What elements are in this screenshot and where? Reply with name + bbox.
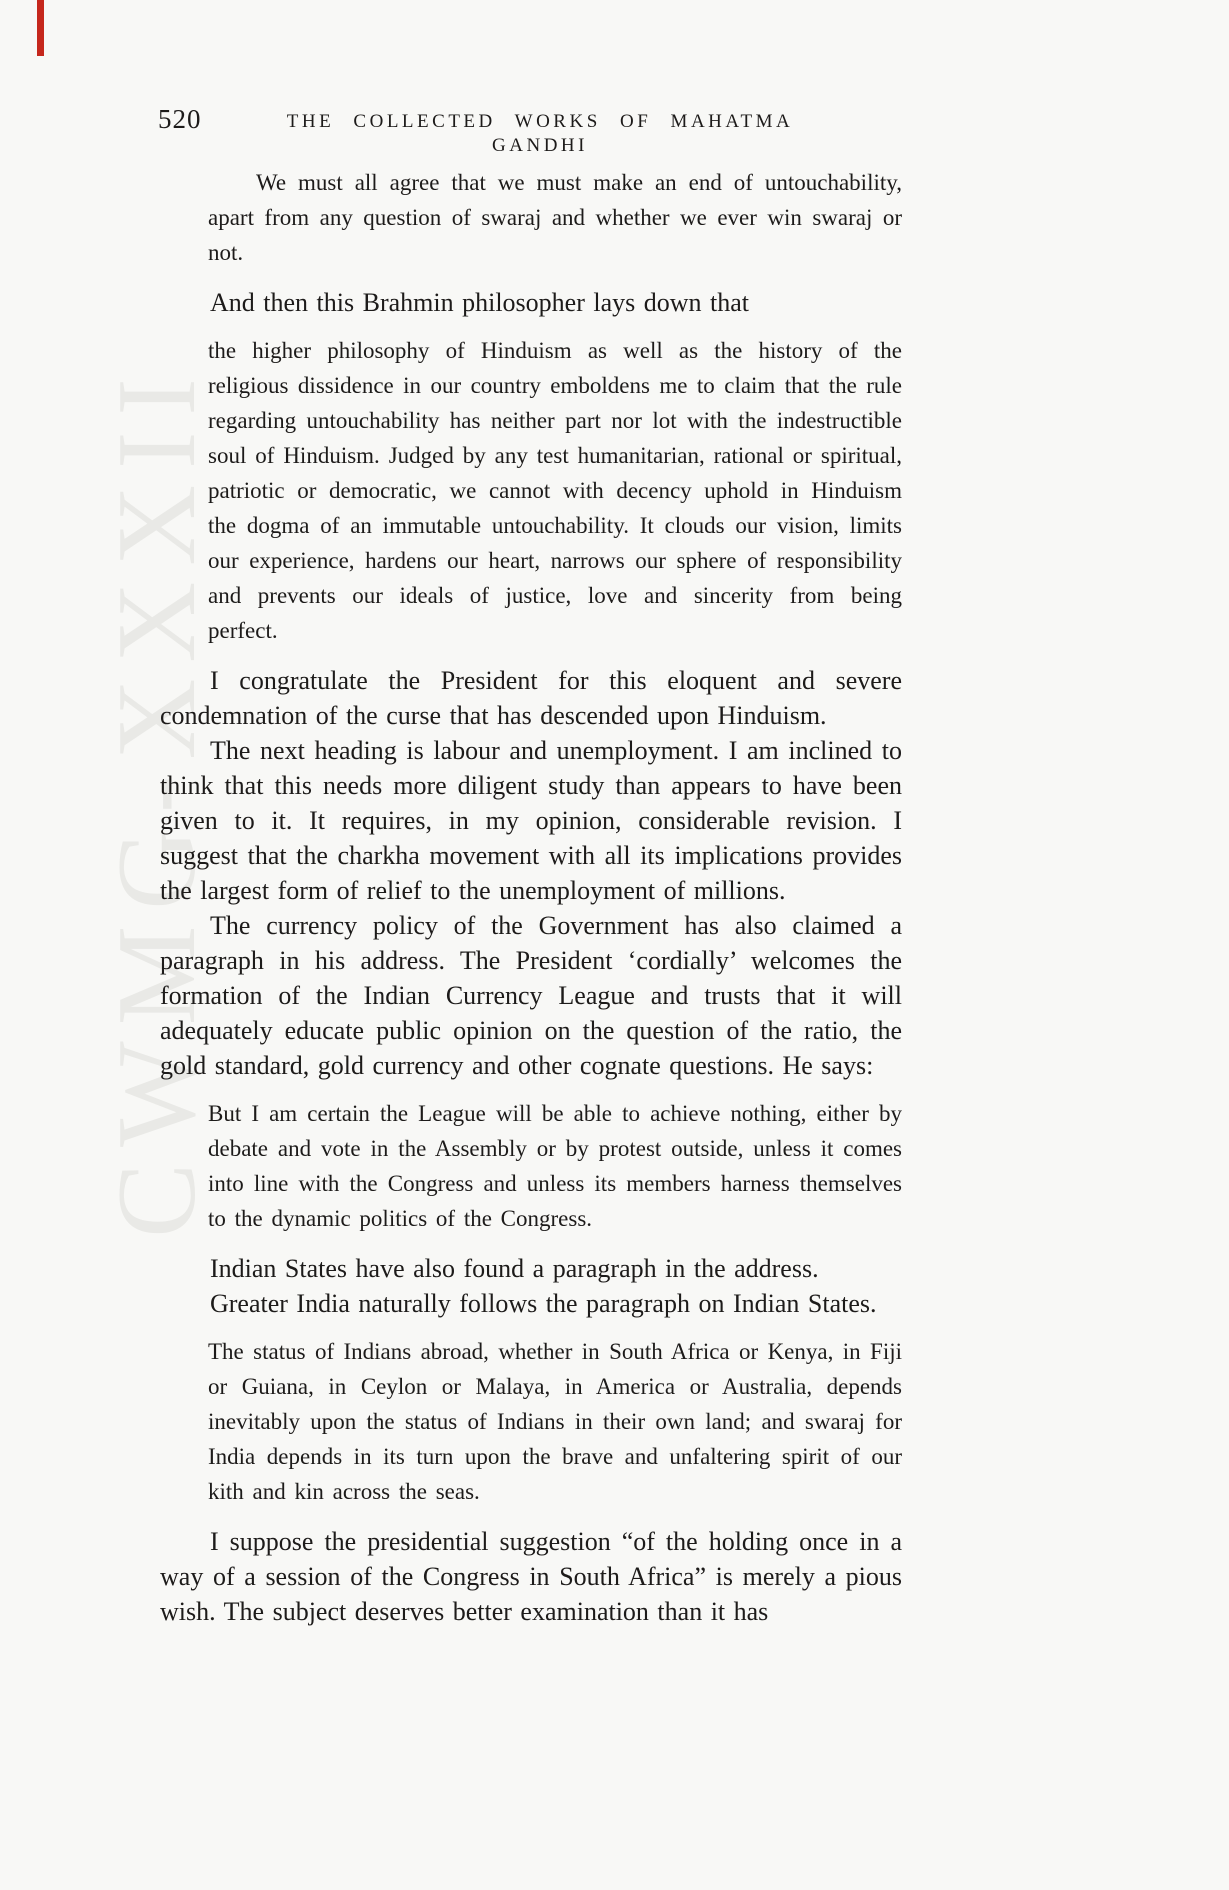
- body-paragraph: I congratulate the President for this eloquent and severe condemnation of the curse that has descended upon Hinduism.: [160, 666, 902, 730]
- body-paragraph: I suppose the presidential suggestion “of the holding once in a way of a session of the Congress in South Africa” is merely a pious wish. The subject deserves better examination than it has: [160, 1527, 902, 1626]
- body-paragraph: Greater India naturally follows the paragraph on Indian States.: [210, 1289, 877, 1318]
- volume-watermark: CWMG-XXXII: [95, 362, 219, 1238]
- body-paragraph: And then this Brahmin philosopher lays down that: [210, 288, 750, 317]
- body-paragraph: Indian States have also found a paragraph in the address.: [210, 1254, 819, 1283]
- running-head: THE COLLECTED WORKS OF MAHATMA GANDHI: [286, 111, 794, 156]
- body-paragraph: The currency policy of the Government has also claimed a paragraph in his address. The President ‘cordially’ welcomes the formation of the Indian Currency League and trusts that it will adequately educate public opinion on the question of the ratio, the gold standard, gold currency and other cognate questions. He says:: [160, 911, 902, 1080]
- extract-quote: the higher philosophy of Hinduism as well as the history of the religious dissidence in our country emboldens me to claim that the rule regarding untouchability has neither part nor lot with the indestructible soul of Hinduism. Judged by any test humanitarian, rational or spiritual, patriotic or democratic, we cannot with decency uphold in Hinduism the dogma of an immutable untouchability. It clouds our vision, limits our experience, hardens our heart, narrows our sphere of responsibility and prevents our ideals of justice, love and sincerity from being perfect.: [208, 338, 902, 643]
- extract-quote: The status of Indians abroad, whether in South Africa or Kenya, in Fiji or Guiana, in Ceylon or Malaya, in America or Australia, depends inevitably upon the status of Indians in their own land; and swaraj for India depends in its turn upon the brave and unfaltering spirit of our kith and kin across the seas.: [208, 1339, 902, 1504]
- scan-artifact-red-edge: [37, 0, 44, 56]
- text-column: [160, 152, 902, 1629]
- page-number: 520: [158, 104, 202, 134]
- extract-quote: We must all agree that we must make an end of untouchability, apart from any question of swaraj and whether we ever win swaraj or not.: [208, 170, 902, 265]
- extract-quote: But I am certain the League will be able to achieve nothing, either by debate and vote in the Assembly or by protest outside, unless it comes into line with the Congress and unless its members harness themselves to the dynamic politics of the Congress.: [208, 1101, 902, 1231]
- body-paragraph: The next heading is labour and unemployment. I am inclined to think that this needs more diligent study than appears to have been given to it. It requires, in my opinion, considerable revision. I suggest that the charkha movement with all its implications provides the largest form of relief to the unemployment of millions.: [160, 736, 902, 905]
